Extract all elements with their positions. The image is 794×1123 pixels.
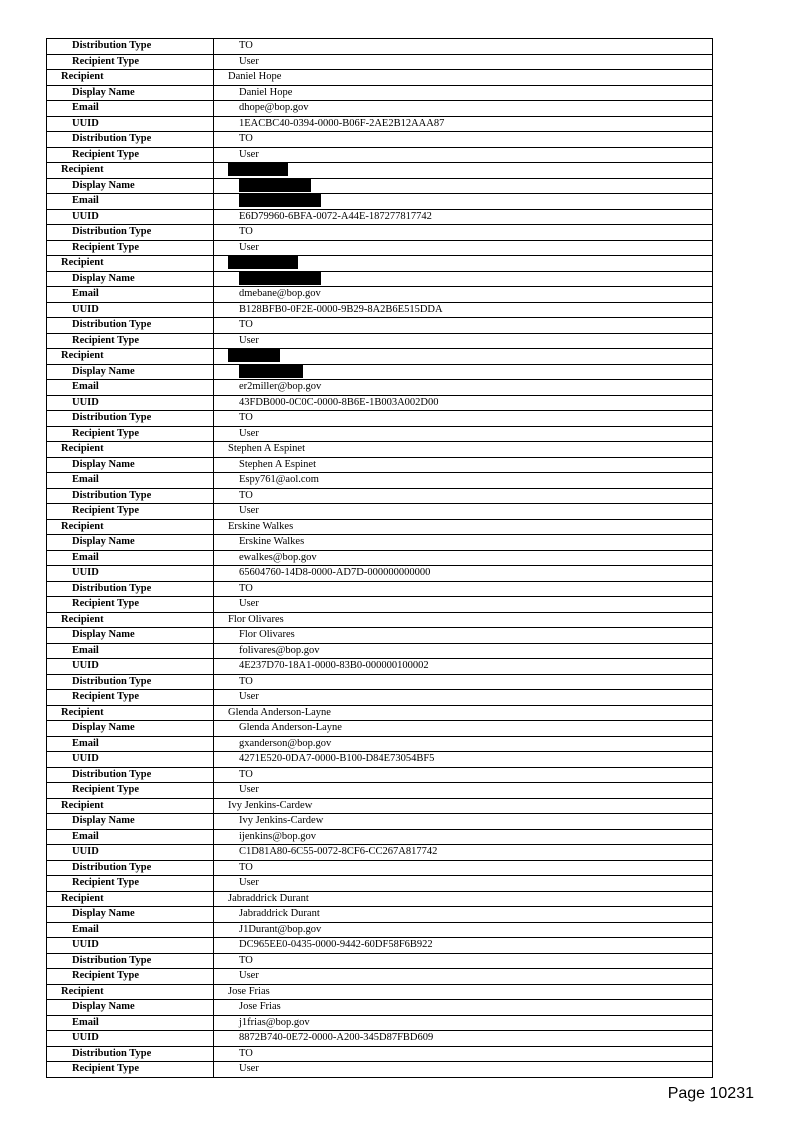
field-value: Flor Olivares bbox=[214, 612, 713, 628]
table-row bbox=[47, 364, 713, 380]
field-value: User bbox=[214, 969, 713, 985]
table-row bbox=[47, 473, 713, 489]
table-row bbox=[47, 659, 713, 675]
table-row bbox=[47, 225, 713, 241]
field-value: er2miller@bop.gov bbox=[214, 380, 713, 396]
table-row bbox=[47, 612, 713, 628]
field-value: C1D81A80-6C55-0072-8CF6-CC267A817742 bbox=[214, 845, 713, 861]
table-row bbox=[47, 1015, 713, 1031]
field-label: UUID bbox=[47, 302, 214, 318]
redaction-box bbox=[239, 365, 303, 378]
field-label: Email bbox=[47, 643, 214, 659]
field-label: Recipient Type bbox=[47, 504, 214, 520]
field-label: Display Name bbox=[47, 1000, 214, 1016]
field-label: Email bbox=[47, 550, 214, 566]
table-row bbox=[47, 442, 713, 458]
field-value: User bbox=[214, 876, 713, 892]
table-row bbox=[47, 597, 713, 613]
table-row bbox=[47, 891, 713, 907]
field-label: Email bbox=[47, 473, 214, 489]
table-row bbox=[47, 1031, 713, 1047]
field-value: TO bbox=[214, 488, 713, 504]
table-row bbox=[47, 488, 713, 504]
field-value: Daniel Hope bbox=[214, 70, 713, 86]
field-label: Distribution Type bbox=[47, 318, 214, 334]
field-value: TO bbox=[214, 39, 713, 55]
field-label: Display Name bbox=[47, 457, 214, 473]
table-body bbox=[47, 39, 713, 1078]
table-row bbox=[47, 209, 713, 225]
table-row bbox=[47, 721, 713, 737]
field-value: Ivy Jenkins-Cardew bbox=[214, 798, 713, 814]
field-label: Email bbox=[47, 829, 214, 845]
table-row bbox=[47, 70, 713, 86]
field-value: DC965EE0-0435-0000-9442-60DF58F6B922 bbox=[214, 938, 713, 954]
table-row bbox=[47, 54, 713, 70]
field-value: ewalkes@bop.gov bbox=[214, 550, 713, 566]
field-label: Email bbox=[47, 736, 214, 752]
table-row bbox=[47, 969, 713, 985]
table-row bbox=[47, 457, 713, 473]
field-label: Display Name bbox=[47, 85, 214, 101]
table-row bbox=[47, 318, 713, 334]
field-label: Display Name bbox=[47, 907, 214, 923]
table-row bbox=[47, 256, 713, 272]
field-label: UUID bbox=[47, 209, 214, 225]
table-row bbox=[47, 1000, 713, 1016]
redacted-value bbox=[214, 163, 713, 179]
field-value: User bbox=[214, 597, 713, 613]
field-label: Display Name bbox=[47, 178, 214, 194]
field-label: UUID bbox=[47, 395, 214, 411]
table-row bbox=[47, 829, 713, 845]
field-value: Stephen A Espinet bbox=[214, 442, 713, 458]
field-label: Recipient bbox=[47, 256, 214, 272]
table-row bbox=[47, 39, 713, 55]
field-label: Recipient Type bbox=[47, 876, 214, 892]
field-label: Display Name bbox=[47, 628, 214, 644]
field-value: Erskine Walkes bbox=[214, 535, 713, 551]
field-value: j1frias@bop.gov bbox=[214, 1015, 713, 1031]
field-label: Recipient Type bbox=[47, 597, 214, 613]
table-row bbox=[47, 101, 713, 117]
field-label: Display Name bbox=[47, 814, 214, 830]
field-label: Distribution Type bbox=[47, 860, 214, 876]
table-row bbox=[47, 194, 713, 210]
field-value: Jabraddrick Durant bbox=[214, 907, 713, 923]
page-number: Page 10231 bbox=[667, 1085, 754, 1102]
field-value: Glenda Anderson-Layne bbox=[214, 705, 713, 721]
field-value: User bbox=[214, 690, 713, 706]
field-value: 43FDB000-0C0C-0000-8B6E-1B003A002D00 bbox=[214, 395, 713, 411]
table-row bbox=[47, 1046, 713, 1062]
table-row bbox=[47, 798, 713, 814]
table-row bbox=[47, 550, 713, 566]
field-label: Distribution Type bbox=[47, 411, 214, 427]
field-value: TO bbox=[214, 411, 713, 427]
table-row bbox=[47, 953, 713, 969]
field-value: Daniel Hope bbox=[214, 85, 713, 101]
field-value: User bbox=[214, 147, 713, 163]
redacted-value bbox=[214, 194, 713, 210]
table-row bbox=[47, 860, 713, 876]
field-value: folivares@bop.gov bbox=[214, 643, 713, 659]
table-row bbox=[47, 736, 713, 752]
table-row bbox=[47, 240, 713, 256]
field-label: Recipient bbox=[47, 891, 214, 907]
field-value: User bbox=[214, 426, 713, 442]
redacted-value bbox=[214, 178, 713, 194]
table-row bbox=[47, 380, 713, 396]
field-label: Recipient bbox=[47, 705, 214, 721]
table-row bbox=[47, 411, 713, 427]
field-value: TO bbox=[214, 1046, 713, 1062]
field-value: TO bbox=[214, 581, 713, 597]
field-label: Distribution Type bbox=[47, 767, 214, 783]
table-row bbox=[47, 674, 713, 690]
field-value: Stephen A Espinet bbox=[214, 457, 713, 473]
redaction-box bbox=[239, 272, 321, 285]
table-row bbox=[47, 767, 713, 783]
field-label: Recipient Type bbox=[47, 333, 214, 349]
field-value: dhope@bop.gov bbox=[214, 101, 713, 117]
table-row bbox=[47, 752, 713, 768]
field-value: ijenkins@bop.gov bbox=[214, 829, 713, 845]
table-row bbox=[47, 504, 713, 520]
field-label: Recipient bbox=[47, 70, 214, 86]
field-label: Distribution Type bbox=[47, 953, 214, 969]
table-row bbox=[47, 271, 713, 287]
field-label: Distribution Type bbox=[47, 581, 214, 597]
redacted-value bbox=[214, 256, 713, 272]
field-value: TO bbox=[214, 225, 713, 241]
table-row bbox=[47, 814, 713, 830]
table-row bbox=[47, 132, 713, 148]
field-value: User bbox=[214, 783, 713, 799]
field-label: Recipient Type bbox=[47, 426, 214, 442]
table-row bbox=[47, 163, 713, 179]
field-value: 4E237D70-18A1-0000-83B0-000000100002 bbox=[214, 659, 713, 675]
field-label: Email bbox=[47, 287, 214, 303]
table-row bbox=[47, 1062, 713, 1078]
table-row bbox=[47, 535, 713, 551]
field-value: User bbox=[214, 504, 713, 520]
field-value: Jose Frias bbox=[214, 1000, 713, 1016]
redacted-value bbox=[214, 364, 713, 380]
table-row bbox=[47, 938, 713, 954]
field-value: User bbox=[214, 1062, 713, 1078]
field-label: Distribution Type bbox=[47, 674, 214, 690]
table-row bbox=[47, 876, 713, 892]
field-label: UUID bbox=[47, 752, 214, 768]
field-value: Glenda Anderson-Layne bbox=[214, 721, 713, 737]
table-row bbox=[47, 705, 713, 721]
table-row bbox=[47, 690, 713, 706]
table-row bbox=[47, 783, 713, 799]
field-value: TO bbox=[214, 953, 713, 969]
field-label: UUID bbox=[47, 1031, 214, 1047]
field-value: gxanderson@bop.gov bbox=[214, 736, 713, 752]
redaction-box bbox=[228, 163, 288, 176]
redaction-box bbox=[228, 349, 280, 362]
table-row bbox=[47, 426, 713, 442]
field-value: E6D79960-6BFA-0072-A44E-187277817742 bbox=[214, 209, 713, 225]
field-label: Recipient Type bbox=[47, 690, 214, 706]
field-label: Display Name bbox=[47, 364, 214, 380]
table-row bbox=[47, 116, 713, 132]
field-label: Recipient Type bbox=[47, 240, 214, 256]
table-row bbox=[47, 922, 713, 938]
field-label: Recipient Type bbox=[47, 783, 214, 799]
table-row bbox=[47, 907, 713, 923]
table-row bbox=[47, 147, 713, 163]
table-row bbox=[47, 845, 713, 861]
field-label: Distribution Type bbox=[47, 225, 214, 241]
field-value: B128BFB0-0F2E-0000-9B29-8A2B6E515DDA bbox=[214, 302, 713, 318]
field-value: 4271E520-0DA7-0000-B100-D84E73054BF5 bbox=[214, 752, 713, 768]
field-label: Recipient Type bbox=[47, 54, 214, 70]
field-label: Recipient Type bbox=[47, 147, 214, 163]
field-value: TO bbox=[214, 767, 713, 783]
table-row bbox=[47, 628, 713, 644]
field-value: TO bbox=[214, 674, 713, 690]
table-row bbox=[47, 581, 713, 597]
table-row bbox=[47, 178, 713, 194]
field-value: 1EACBC40-0394-0000-B06F-2AE2B12AAA87 bbox=[214, 116, 713, 132]
table-row bbox=[47, 287, 713, 303]
table-row bbox=[47, 984, 713, 1000]
redacted-value bbox=[214, 349, 713, 365]
redaction-box bbox=[239, 194, 321, 207]
field-label: Recipient bbox=[47, 612, 214, 628]
field-label: Recipient bbox=[47, 349, 214, 365]
table-row bbox=[47, 566, 713, 582]
field-value: User bbox=[214, 333, 713, 349]
field-value: Ivy Jenkins-Cardew bbox=[214, 814, 713, 830]
field-label: Email bbox=[47, 380, 214, 396]
field-value: 65604760-14D8-0000-AD7D-000000000000 bbox=[214, 566, 713, 582]
table-row bbox=[47, 85, 713, 101]
field-value: Flor Olivares bbox=[214, 628, 713, 644]
field-value: Jose Frias bbox=[214, 984, 713, 1000]
field-value: J1Durant@bop.gov bbox=[214, 922, 713, 938]
field-label: UUID bbox=[47, 116, 214, 132]
field-label: Email bbox=[47, 1015, 214, 1031]
field-label: Email bbox=[47, 922, 214, 938]
field-label: Recipient bbox=[47, 163, 214, 179]
field-label: Display Name bbox=[47, 535, 214, 551]
field-label: Distribution Type bbox=[47, 1046, 214, 1062]
field-label: Display Name bbox=[47, 271, 214, 287]
field-label: Recipient bbox=[47, 519, 214, 535]
field-value: Espy761@aol.com bbox=[214, 473, 713, 489]
field-label: Display Name bbox=[47, 721, 214, 737]
table-row bbox=[47, 333, 713, 349]
field-label: Recipient bbox=[47, 798, 214, 814]
field-label: Email bbox=[47, 101, 214, 117]
field-value: Erskine Walkes bbox=[214, 519, 713, 535]
field-label: Distribution Type bbox=[47, 488, 214, 504]
field-label: UUID bbox=[47, 845, 214, 861]
table-row bbox=[47, 349, 713, 365]
field-label: Distribution Type bbox=[47, 132, 214, 148]
field-label: Email bbox=[47, 194, 214, 210]
field-label: Recipient bbox=[47, 442, 214, 458]
field-label: Recipient Type bbox=[47, 1062, 214, 1078]
field-value: dmebane@bop.gov bbox=[214, 287, 713, 303]
field-value: TO bbox=[214, 132, 713, 148]
field-value: TO bbox=[214, 860, 713, 876]
field-value: User bbox=[214, 240, 713, 256]
redacted-value bbox=[214, 271, 713, 287]
table-row bbox=[47, 519, 713, 535]
table-row bbox=[47, 643, 713, 659]
redaction-box bbox=[228, 256, 298, 269]
field-value: Jabraddrick Durant bbox=[214, 891, 713, 907]
recipient-details-table bbox=[46, 38, 713, 1078]
field-label: Recipient bbox=[47, 984, 214, 1000]
table-row bbox=[47, 302, 713, 318]
field-value: TO bbox=[214, 318, 713, 334]
field-label: Distribution Type bbox=[47, 39, 214, 55]
field-label: UUID bbox=[47, 938, 214, 954]
field-label: UUID bbox=[47, 566, 214, 582]
field-label: Recipient Type bbox=[47, 969, 214, 985]
redaction-box bbox=[239, 179, 311, 192]
field-label: UUID bbox=[47, 659, 214, 675]
table-row bbox=[47, 395, 713, 411]
field-value: User bbox=[214, 54, 713, 70]
field-value: 8872B740-0E72-0000-A200-345D87FBD609 bbox=[214, 1031, 713, 1047]
